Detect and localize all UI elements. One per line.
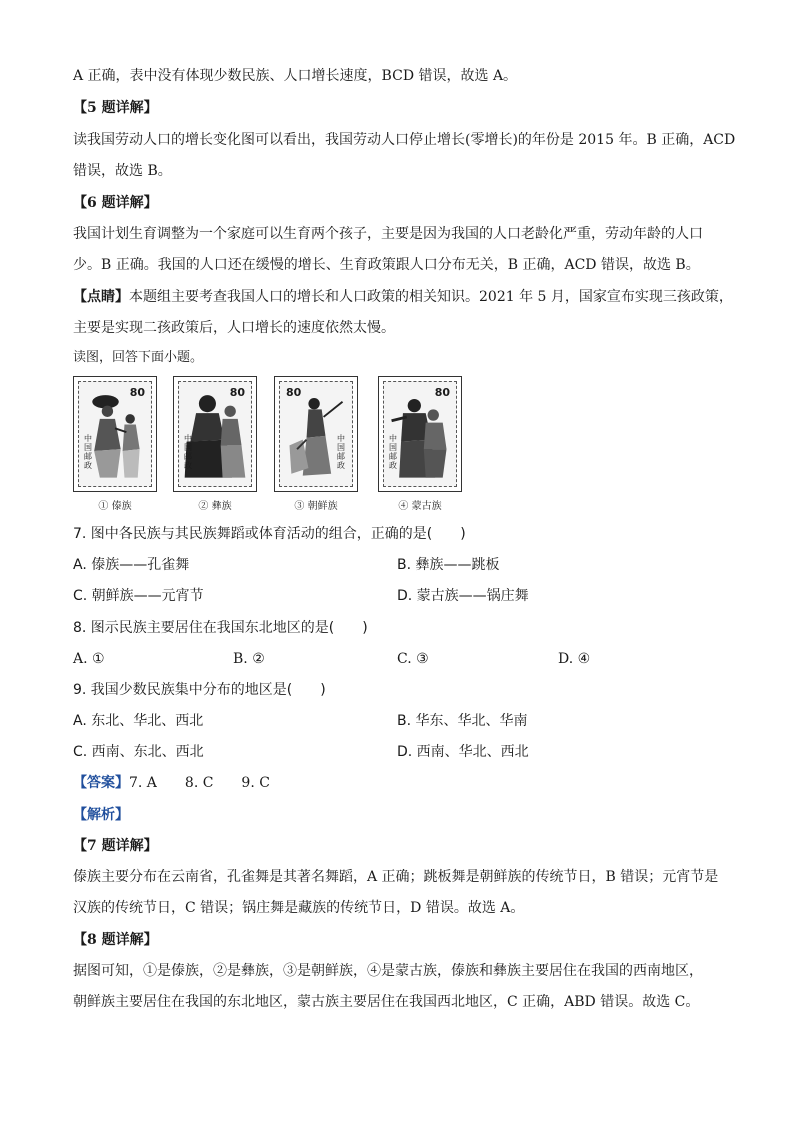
stamp-denomination: 80 <box>229 386 245 399</box>
stamp-post-label: 中国邮政 <box>389 434 397 470</box>
text-line: 读我国劳动人口的增长变化图可以看出，我国劳动人口停止增长(零增长)的年份是 2015 年。B 正确，ACD <box>73 132 736 148</box>
stamp-post-label: 中国邮政 <box>84 434 92 470</box>
stamp-caption: ④ 蒙古族 <box>398 501 442 512</box>
question-9-option-d: D. 西南、华北、西北 <box>397 744 529 760</box>
question-7-stem: 7. 图中各民族与其民族舞蹈或体育活动的组合，正确的是( ) <box>73 526 466 542</box>
analysis-heading: 【解析】 <box>73 807 129 823</box>
stamp-post-label: 中国邮政 <box>337 434 345 470</box>
text-line: 据图可知，①是傣族，②是彝族，③是朝鲜族，④是蒙古族，傣族和彝族主要居住在我国的西南地区， <box>73 963 703 979</box>
stamp-yi <box>173 376 257 492</box>
stamp-caption: ① 傣族 <box>98 501 132 512</box>
section-heading-5: 【5 题详解】 <box>73 100 158 116</box>
question-7-option-c: C. 朝鲜族——元宵节 <box>73 588 204 604</box>
stamp-korean <box>274 376 358 492</box>
stamp-denomination: 80 <box>434 386 450 399</box>
stamp-denomination: 80 <box>129 386 145 399</box>
stamp-denomination: 80 <box>286 386 302 399</box>
section-heading-6: 【6 题详解】 <box>73 195 158 211</box>
question-7-option-b: B. 彝族——跳板 <box>397 557 500 573</box>
stamp-mongol <box>378 376 462 492</box>
text-line: A 正确，表中没有体现少数民族、人口增长速度，BCD 错误，故选 A。 <box>73 68 518 84</box>
text-line: 朝鲜族主要居住在我国的东北地区，蒙古族主要居住在我国西北地区，C 正确，ABD 错误。故选 C。 <box>73 994 700 1010</box>
answer-text: 7. A 8. C 9. C <box>129 775 270 791</box>
question-intro: 读图，回答下面小题。 <box>73 350 204 365</box>
text-line: 傣族主要分布在云南省，孔雀舞是其著名舞蹈，A 正确；跳板舞是朝鲜族的传统节日，B 错误；元宵节是 <box>73 869 719 885</box>
stamp-dai <box>73 376 157 492</box>
question-8-option-b: B. ② <box>233 651 265 667</box>
answer-line <box>73 773 270 793</box>
question-8-option-c: C. ③ <box>397 651 429 667</box>
stamp-caption: ③ 朝鲜族 <box>294 501 338 512</box>
question-8-option-d: D. ④ <box>558 651 591 667</box>
question-9-option-a: A. 东北、华北、西北 <box>73 713 204 729</box>
question-7-option-d: D. 蒙古族——锅庄舞 <box>397 588 529 604</box>
section-heading-8: 【8 题详解】 <box>73 932 158 948</box>
text-line: 少。B 正确。我国的人口还在缓慢的增长、生育政策跟人口分布无关，B 正确，ACD 错误，故选 B。 <box>73 257 700 273</box>
question-9-stem: 9. 我国少数民族集中分布的地区是( ) <box>73 682 326 698</box>
text-line: 错误，故选 B。 <box>73 163 172 179</box>
question-7-option-a: A. 傣族——孔雀舞 <box>73 557 190 573</box>
stamp-post-label: 中国邮政 <box>184 434 192 470</box>
tip-text: 本题组主要考查我国人口的增长和人口政策的相关知识。2021 年 5 月，国家宣布实现三孩政策， <box>129 289 733 305</box>
stamp-caption: ② 彝族 <box>198 501 232 512</box>
answer-tag: 【答案】 <box>73 775 129 791</box>
text-line: 主要是实现二孩政策后，人口增长的速度依然太慢。 <box>73 320 395 336</box>
text-line: 汉族的传统节日，C 错误；锅庄舞是藏族的传统节日，D 错误。故选 A。 <box>73 900 525 916</box>
question-9-option-c: C. 西南、东北、西北 <box>73 744 204 760</box>
section-heading-7: 【7 题详解】 <box>73 838 158 854</box>
tip-line <box>73 287 733 307</box>
tip-tag: 【点睛】 <box>73 289 129 305</box>
question-8-stem: 8. 图示民族主要居住在我国东北地区的是( ) <box>73 620 368 636</box>
text-line: 我国计划生育调整为一个家庭可以生育两个孩子，主要是因为我国的人口老龄化严重，劳动年龄的人口 <box>73 226 703 242</box>
question-8-option-a: A. ① <box>73 651 105 667</box>
question-9-option-b: B. 华东、华北、华南 <box>397 713 528 729</box>
